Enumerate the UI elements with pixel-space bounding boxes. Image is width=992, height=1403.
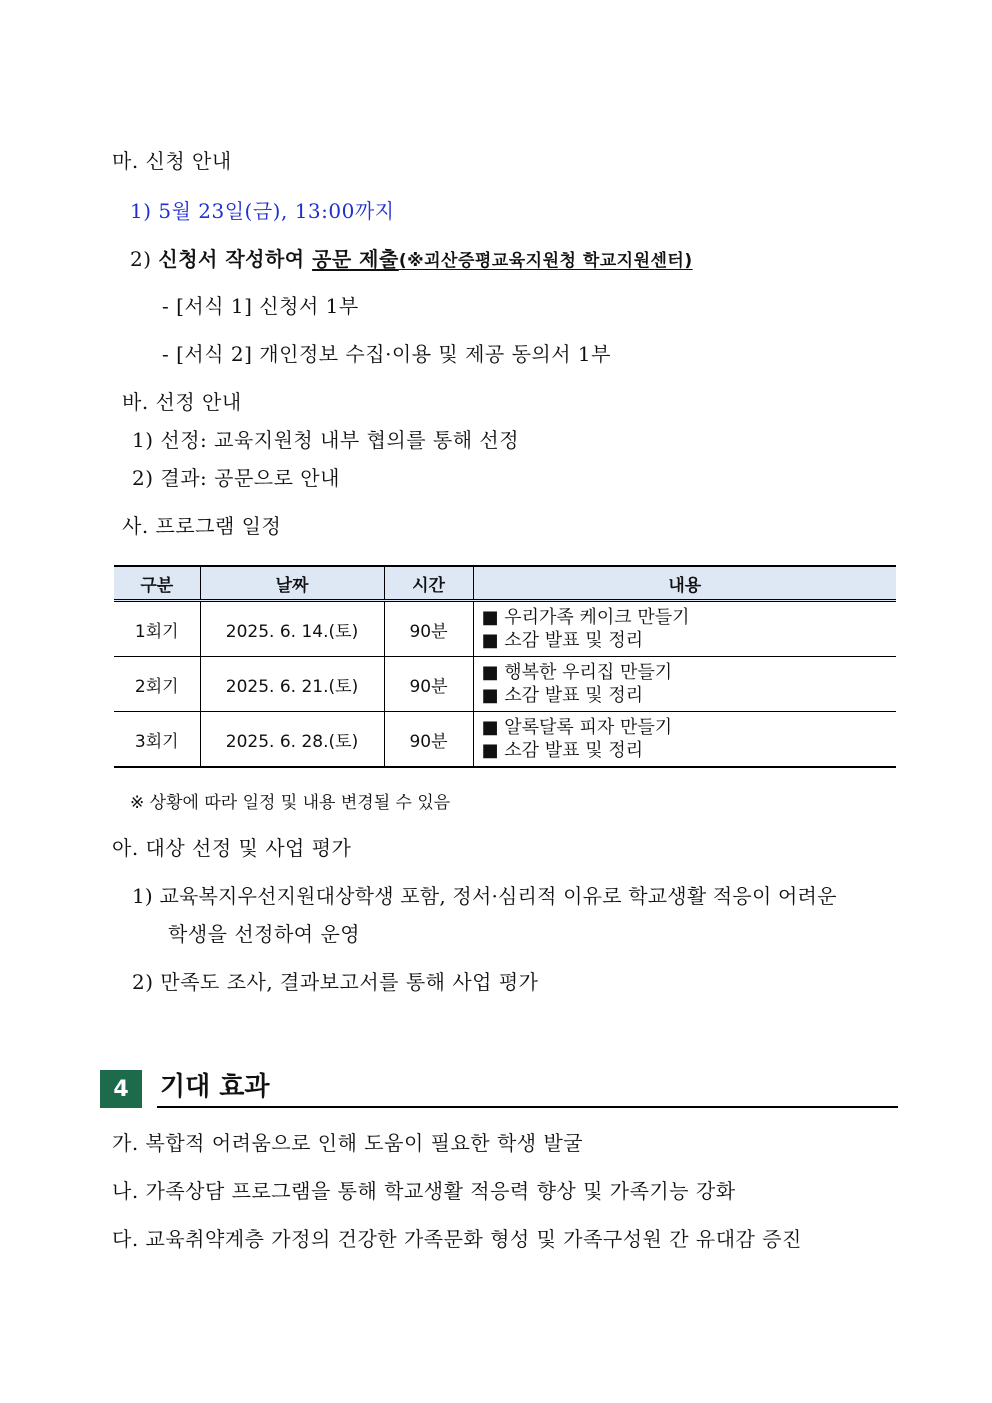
table-row: [114, 657, 896, 712]
date-cell: 2025. 6. 14.(토): [200, 601, 384, 657]
table-header-row: [114, 566, 896, 601]
header-time: 시간: [384, 566, 473, 601]
section-sa-heading: 사. 프로그램 일정: [122, 514, 282, 538]
target-item-line2: 학생을 선정하여 운영: [168, 922, 361, 946]
form1-item: - [서식 1] 신청서 1부: [162, 294, 359, 318]
content-line: ■ 소감 발표 및 정리: [481, 740, 644, 761]
schedule-note: ※ 상황에 따라 일정 및 내용 변경될 수 있음: [130, 793, 451, 813]
date-cell: 2025. 6. 28.(토): [200, 712, 384, 768]
target-item-line1: 1) 교육복지우선지원대상학생 포함, 정서·심리적 이유로 학교생활 적응이 어려운: [132, 884, 837, 908]
section-title: 기대 효과: [160, 1072, 270, 1102]
official-document-text: 공문 제출: [312, 247, 399, 271]
application-method: [130, 246, 693, 274]
content-line: ■ 소감 발표 및 정리: [481, 630, 644, 651]
date-cell: 2025. 6. 21.(토): [200, 657, 384, 712]
schedule-table: [114, 565, 896, 768]
effect-item: 나. 가족상담 프로그램을 통해 학교생활 적응력 향상 및 가족기능 강화: [112, 1179, 736, 1203]
time-cell: 90분: [384, 601, 473, 657]
selection-item: 1) 선정: 교육지원청 내부 협의를 통해 선정: [132, 428, 520, 452]
content-line: ■ 우리가족 케이크 만들기: [481, 607, 690, 628]
session-cell: 3회기: [114, 712, 200, 768]
application-deadline: 1) 5월 23일(금), 13:00까지: [130, 199, 395, 223]
section-divider: [157, 1106, 898, 1108]
header-content: 내용: [473, 566, 896, 601]
section-a-heading: 아. 대상 선정 및 사업 평가: [112, 836, 352, 860]
section-ma-heading: 마. 신청 안내: [112, 149, 232, 173]
header-session: 구분: [114, 566, 200, 601]
evaluation-item: 2) 만족도 조사, 결과보고서를 통해 사업 평가: [132, 970, 539, 994]
content-cell: [473, 657, 896, 712]
effect-item: 가. 복합적 어려움으로 인해 도움이 필요한 학생 발굴: [112, 1131, 584, 1155]
content-cell: [473, 601, 896, 657]
content-cell: [473, 712, 896, 768]
method-bold-text: 신청서 작성하여: [158, 247, 313, 271]
form2-item: - [서식 2] 개인정보 수집·이용 및 제공 동의서 1부: [162, 342, 611, 366]
content-line: ■ 행복한 우리집 만들기: [481, 662, 673, 683]
effect-item: 다. 교육취약계층 가정의 건강한 가족문화 형성 및 가족구성원 간 유대감 증진: [112, 1227, 802, 1251]
submission-office: (※괴산증평교육지원청 학교지원센터): [398, 251, 693, 271]
table-row: [114, 601, 896, 657]
section-number-badge: 4: [100, 1070, 142, 1108]
result-item: 2) 결과: 공문으로 안내: [132, 466, 340, 490]
header-date: 날짜: [200, 566, 384, 601]
session-cell: 1회기: [114, 601, 200, 657]
content-line: ■ 소감 발표 및 정리: [481, 685, 644, 706]
time-cell: 90분: [384, 712, 473, 768]
table-row: [114, 712, 896, 768]
content-line: ■ 알록달록 피자 만들기: [481, 717, 673, 738]
section-ba-heading: 바. 선정 안내: [122, 390, 242, 414]
time-cell: 90분: [384, 657, 473, 712]
session-cell: 2회기: [114, 657, 200, 712]
item-number: 2): [130, 247, 159, 271]
